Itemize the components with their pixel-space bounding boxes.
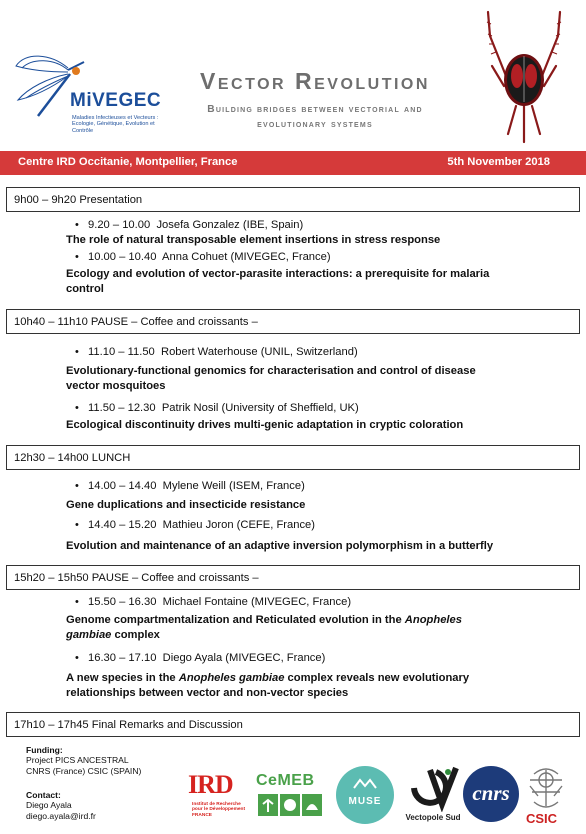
program-slot: 9h00 – 9h20 Presentation <box>6 187 580 212</box>
talk-speaker: Patrik Nosil (University of Sheffield, UK) <box>161 402 359 414</box>
program-slot: 10h40 – 11h10 PAUSE – Coffee and croissants – <box>6 309 580 334</box>
cemeb-wordmark: CeMEB <box>256 772 315 789</box>
funding-line: CNRS (France) CSIC (SPAIN) <box>26 765 142 776</box>
talk-time: 10.00 – 10.40 <box>88 251 157 263</box>
ird-subtitle: Institut de Recherche pour le Développement FRANCE <box>192 802 246 818</box>
cnrs-wordmark: cnrs <box>472 781 510 805</box>
talk-title-line <box>66 628 536 643</box>
talk-speaker: Robert Waterhouse (UNIL, Switzerland) <box>161 346 358 358</box>
event-title: Vector Revolution <box>200 68 430 94</box>
muse-circle-icon <box>332 764 398 826</box>
vectopole-mark-icon <box>402 764 464 812</box>
talk-line <box>75 519 315 531</box>
species-name: Anopheles gambiae <box>178 672 285 684</box>
program-slot: 12h30 – 14h00 LUNCH <box>6 445 580 470</box>
ird-wordmark: IRD <box>188 770 233 799</box>
contact-name: Diego Ayala <box>26 800 72 811</box>
talk-title-line: vector mosquitoes <box>66 379 166 392</box>
talk-time: 11.50 – 12.30 <box>88 402 156 414</box>
csic-logo <box>524 766 568 828</box>
program-slot: 17h10 – 17h45 Final Remarks and Discussion <box>6 712 580 737</box>
title-part: complex reveals new evolutionary <box>284 672 470 684</box>
talk-speaker: Josefa Gonzalez (IBE, Spain) <box>156 219 304 231</box>
bullet-icon: • <box>75 480 79 492</box>
talk-title: Gene duplications and insecticide resistance <box>66 499 306 511</box>
talk-time: 14.40 – 15.20 <box>88 519 157 531</box>
talk-title: The role of natural transposable element insertions in stress response <box>66 234 441 246</box>
species-name: Anopheles <box>404 614 462 626</box>
talk-time: 15.50 – 16.30 <box>88 596 157 608</box>
csic-emblem-icon <box>524 766 568 810</box>
vectopole-logo <box>402 764 464 826</box>
bullet-icon: • <box>75 251 79 263</box>
funding-label: Funding: <box>26 745 63 755</box>
talk-speaker: Mylene Weill (ISEM, France) <box>162 480 305 492</box>
subtitle-line-1: Building bridges between vectorial and <box>207 104 423 115</box>
talk-title-line: Evolutionary-functional genomics for characterisation and control of disease <box>66 365 476 377</box>
talk-title-line: Ecology and evolution of vector-parasite interactions: a prerequisite for malaria <box>66 268 490 280</box>
mivegec-logo <box>10 48 162 134</box>
talk-title: Evolution and maintenance of an adaptive inversion polymorphism in a butterfly <box>66 540 494 552</box>
bullet-icon: • <box>75 346 79 358</box>
bullet-icon: • <box>75 596 79 608</box>
talk-line <box>75 652 326 664</box>
subtitle-line-2: evolutionary systems <box>257 119 373 130</box>
muse-logo <box>332 764 398 826</box>
cemeb-pictograms-icon <box>258 794 324 818</box>
title-part: Genome compartmentalization and Reticulated evolution in the <box>66 614 405 626</box>
talk-line <box>75 251 331 263</box>
funding-block <box>26 745 141 776</box>
talk-line <box>75 402 359 414</box>
funding-line: Project PICS ANCESTRAL <box>26 755 129 766</box>
talk-line <box>75 480 305 492</box>
talk-time: 11.10 – 11.50 <box>88 346 155 358</box>
talk-speaker: Mathieu Joron (CEFE, France) <box>162 519 315 531</box>
talk-speaker: Michael Fontaine (MIVEGEC, France) <box>162 596 352 608</box>
talk-time: 9.20 – 10.00 <box>88 219 151 231</box>
talk-speaker: Diego Ayala (MIVEGEC, France) <box>162 652 326 664</box>
species-name: gambiae <box>66 628 112 641</box>
talk-title <box>66 613 536 642</box>
cemeb-logo <box>256 772 328 824</box>
ird-logo <box>186 770 248 824</box>
bullet-icon: • <box>75 652 79 664</box>
talk-title: Ecological discontinuity drives multi-genic adaptation in cryptic coloration <box>66 419 464 431</box>
talk-time: 16.30 – 17.10 <box>88 652 157 664</box>
contact-email: diego.ayala@ird.fr <box>26 810 96 821</box>
program-slot: 15h20 – 15h50 PAUSE – Coffee and croissants – <box>6 565 580 590</box>
cnrs-logo <box>461 764 521 824</box>
bullet-icon: • <box>75 402 79 414</box>
talk-title <box>66 267 536 296</box>
csic-wordmark: CSIC <box>526 811 558 826</box>
contact-label: Contact: <box>26 790 61 800</box>
bullet-icon: • <box>75 219 79 231</box>
mosquito-icon <box>486 6 562 146</box>
talk-line <box>75 596 352 608</box>
talk-speaker: Anna Cohuet (MIVEGEC, France) <box>162 251 331 263</box>
venue-date-band <box>0 151 586 175</box>
mivegec-name: MiVEGEC <box>70 90 162 111</box>
venue-text: Centre IRD Occitanie, Montpellier, France <box>18 156 238 168</box>
talk-title <box>66 364 536 393</box>
event-date: 5th November 2018 <box>447 156 550 168</box>
muse-wordmark: MUSE <box>348 796 382 807</box>
mivegec-subtitle: Maladies Infectieuses et Vecteurs : Ecologie, Génétique, Evolution et Contrôle <box>72 115 159 134</box>
talk-title-line: relationships between vector and non-vector species <box>66 686 349 699</box>
title-part: A new species in the <box>66 672 179 684</box>
talk-title-line <box>66 613 536 628</box>
talk-title-line: control <box>66 282 104 295</box>
talk-time: 14.00 – 14.40 <box>88 480 157 492</box>
event-title-block <box>140 68 490 132</box>
contact-block <box>26 790 96 821</box>
vectopole-label: Vectopole Sud <box>405 813 461 822</box>
talk-line <box>75 219 304 231</box>
bullet-icon: • <box>75 519 79 531</box>
event-subtitle <box>140 102 490 132</box>
talk-title-line <box>66 671 536 686</box>
talk-title <box>66 671 536 700</box>
title-part: complex <box>111 628 160 641</box>
talk-line <box>75 346 358 358</box>
